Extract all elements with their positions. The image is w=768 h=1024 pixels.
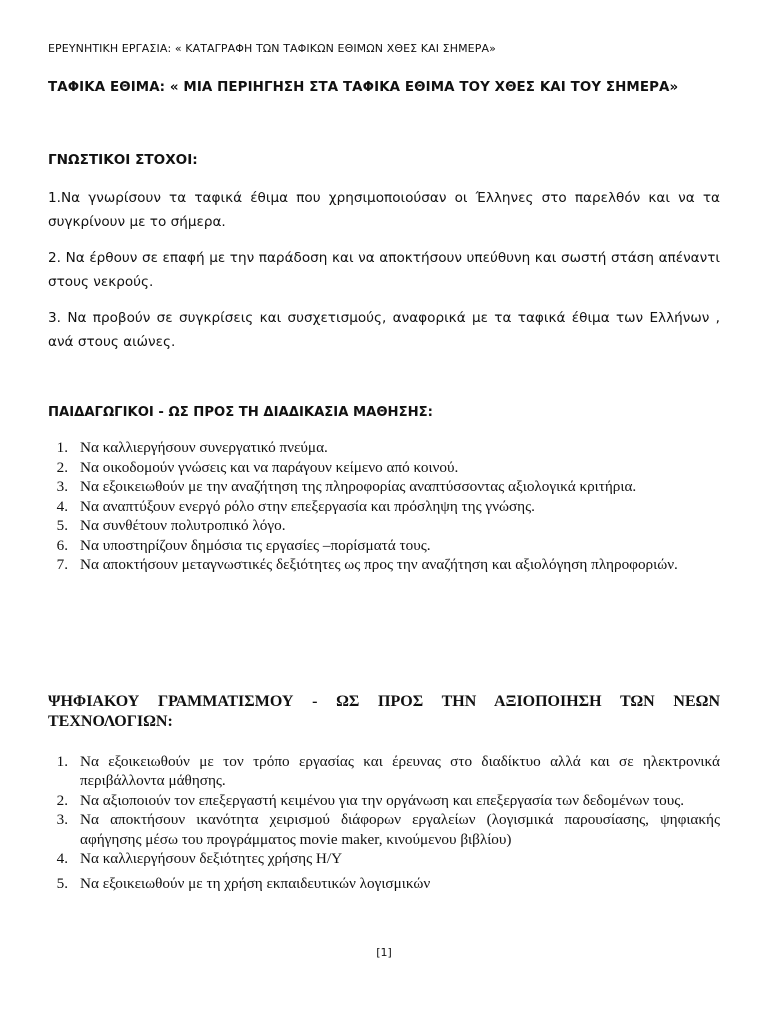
digital-literacy-heading: ΨΗΦΙΑΚΟΥ ΓΡΑΜΜΑΤΙΣΜΟΥ - ΩΣ ΠΡΟΣ ΤΗΝ ΑΞΙΟΠΟΙΗΣΗ ΤΩΝ ΝΕΩΝ ΤΕΧΝΟΛΟΓΙΩΝ: xyxy=(48,693,720,730)
objective-number: 3. xyxy=(48,310,61,326)
objective-text: Να προβούν σε συγκρίσεις και συσχετισμούς, αναφορικά με τα ταφικά έθιμα των Ελλήνων , ανά στους αιώνες. xyxy=(48,310,720,350)
item-text: Να συνθέτουν πολυτροπικό λόγο. xyxy=(80,517,286,534)
item-number: 4. xyxy=(56,497,68,515)
item-text: Να αποκτήσουν μεταγνωστικές δεξιότητες ως προς την αναζήτηση και αξιολόγηση πληροφοριών. xyxy=(80,556,678,573)
item-text: Να εξοικειωθούν με τον τρόπο εργασίας και έρευνας στο διαδίκτυο αλλά και σε ηλεκτρονικά περιβάλλοντα μάθησης. xyxy=(80,753,720,790)
page-number: [1] xyxy=(376,946,392,959)
cognitive-objective xyxy=(48,306,720,354)
list-item xyxy=(48,536,720,556)
list-item xyxy=(48,874,720,893)
objective-number: 2. xyxy=(48,250,61,266)
pedagogical-list xyxy=(48,438,720,575)
digital-literacy-list xyxy=(48,752,720,894)
item-text: Να αξιοποιούν τον επεξεργαστή κειμένου για την οργάνωση και επεξεργασία των δεδομένων τους. xyxy=(80,791,685,809)
item-text: Να εξοικειωθούν με την αναζήτηση της πληροφορίας αναπτύσσοντας αξιολογικά κριτήρια. xyxy=(80,478,637,495)
item-number: 2. xyxy=(56,791,68,809)
item-number: 2. xyxy=(56,458,68,476)
cognitive-objective xyxy=(48,246,720,294)
item-text: Να καλλιεργήσουν συνεργατικό πνεύμα. xyxy=(80,439,328,456)
item-number: 1. xyxy=(56,439,68,456)
item-number: 1. xyxy=(56,753,68,770)
list-item xyxy=(48,458,720,478)
item-number: 4. xyxy=(56,850,68,868)
objective-text: Να γνωρίσουν τα ταφικά έθιμα που χρησιμοποιούσαν οι Έλληνες στο παρελθόν και να τα συγκρίνουν με το σήμερα. xyxy=(48,190,720,230)
objective-number: 1. xyxy=(48,190,61,206)
item-number: 5. xyxy=(56,875,68,893)
item-number: 3. xyxy=(56,478,68,495)
document-header: ΕΡΕΥΝΗΤΙΚΗ ΕΡΓΑΣΙΑ: « ΚΑΤΑΓΡΑΦΗ ΤΩΝ ΤΑΦΙΚΩΝ ΕΘΙΜΩΝ ΧΘΕΣ ΚΑΙ ΣΗΜΕΡΑ» xyxy=(48,42,496,55)
item-number: 6. xyxy=(56,536,68,554)
item-number: 5. xyxy=(56,517,68,534)
list-item xyxy=(48,849,720,868)
cognitive-heading: ΓΝΩΣΤΙΚΟΙ ΣΤΟΧΟΙ: xyxy=(48,152,198,168)
item-text: Να υποστηρίζουν δημόσια τις εργασίες –πορίσματά τους. xyxy=(80,536,431,554)
cognitive-objective xyxy=(48,186,720,234)
document-title: ΤΑΦΙΚΑ ΕΘΙΜΑ: « ΜΙΑ ΠΕΡΙΗΓΗΣΗ ΣΤΑ ΤΑΦΙΚΑ ΕΘΙΜΑ ΤΟΥ ΧΘΕΣ ΚΑΙ ΤΟΥ ΣΗΜΕΡΑ» xyxy=(48,80,679,95)
list-item xyxy=(48,555,720,575)
item-text: Να καλλιεργήσουν δεξιότητες χρήσης Η/Υ xyxy=(80,850,343,868)
pedagogical-heading: ΠΑΙΔΑΓΩΓΙΚΟΙ - ΩΣ ΠΡΟΣ ΤΗ ΔΙΑΔΙΚΑΣΙΑ ΜΑΘΗΣΗΣ: xyxy=(48,405,433,420)
item-text: Να εξοικειωθούν με τη χρήση εκπαιδευτικών λογισμικών xyxy=(80,875,431,893)
objective-text: Να έρθουν σε επαφή με την παράδοση και να αποκτήσουν υπεύθυνη και σωστή στάση απέναντι στους νεκρούς. xyxy=(48,250,720,290)
item-number: 7. xyxy=(56,556,68,573)
list-item xyxy=(48,477,720,497)
list-item xyxy=(48,810,720,849)
item-text: Να οικοδομούν γνώσεις και να παράγουν κείμενο από κοινού. xyxy=(80,458,459,476)
item-text: Να αναπτύξουν ενεργό ρόλο στην επεξεργασία και πρόσληψη της γνώσης. xyxy=(80,497,535,515)
item-text: Να αποκτήσουν ικανότητα χειρισμού διάφορων εργαλείων (λογισμικά παρουσίασης, ψηφιακής αφήγησης μέσω του προγράμματος movie maker, κινούμενου βιβλίου) xyxy=(80,811,720,848)
list-item xyxy=(48,438,720,458)
list-item xyxy=(48,497,720,517)
item-number: 3. xyxy=(56,811,68,829)
list-item xyxy=(48,791,720,810)
list-item xyxy=(48,516,720,536)
list-item xyxy=(48,752,720,791)
